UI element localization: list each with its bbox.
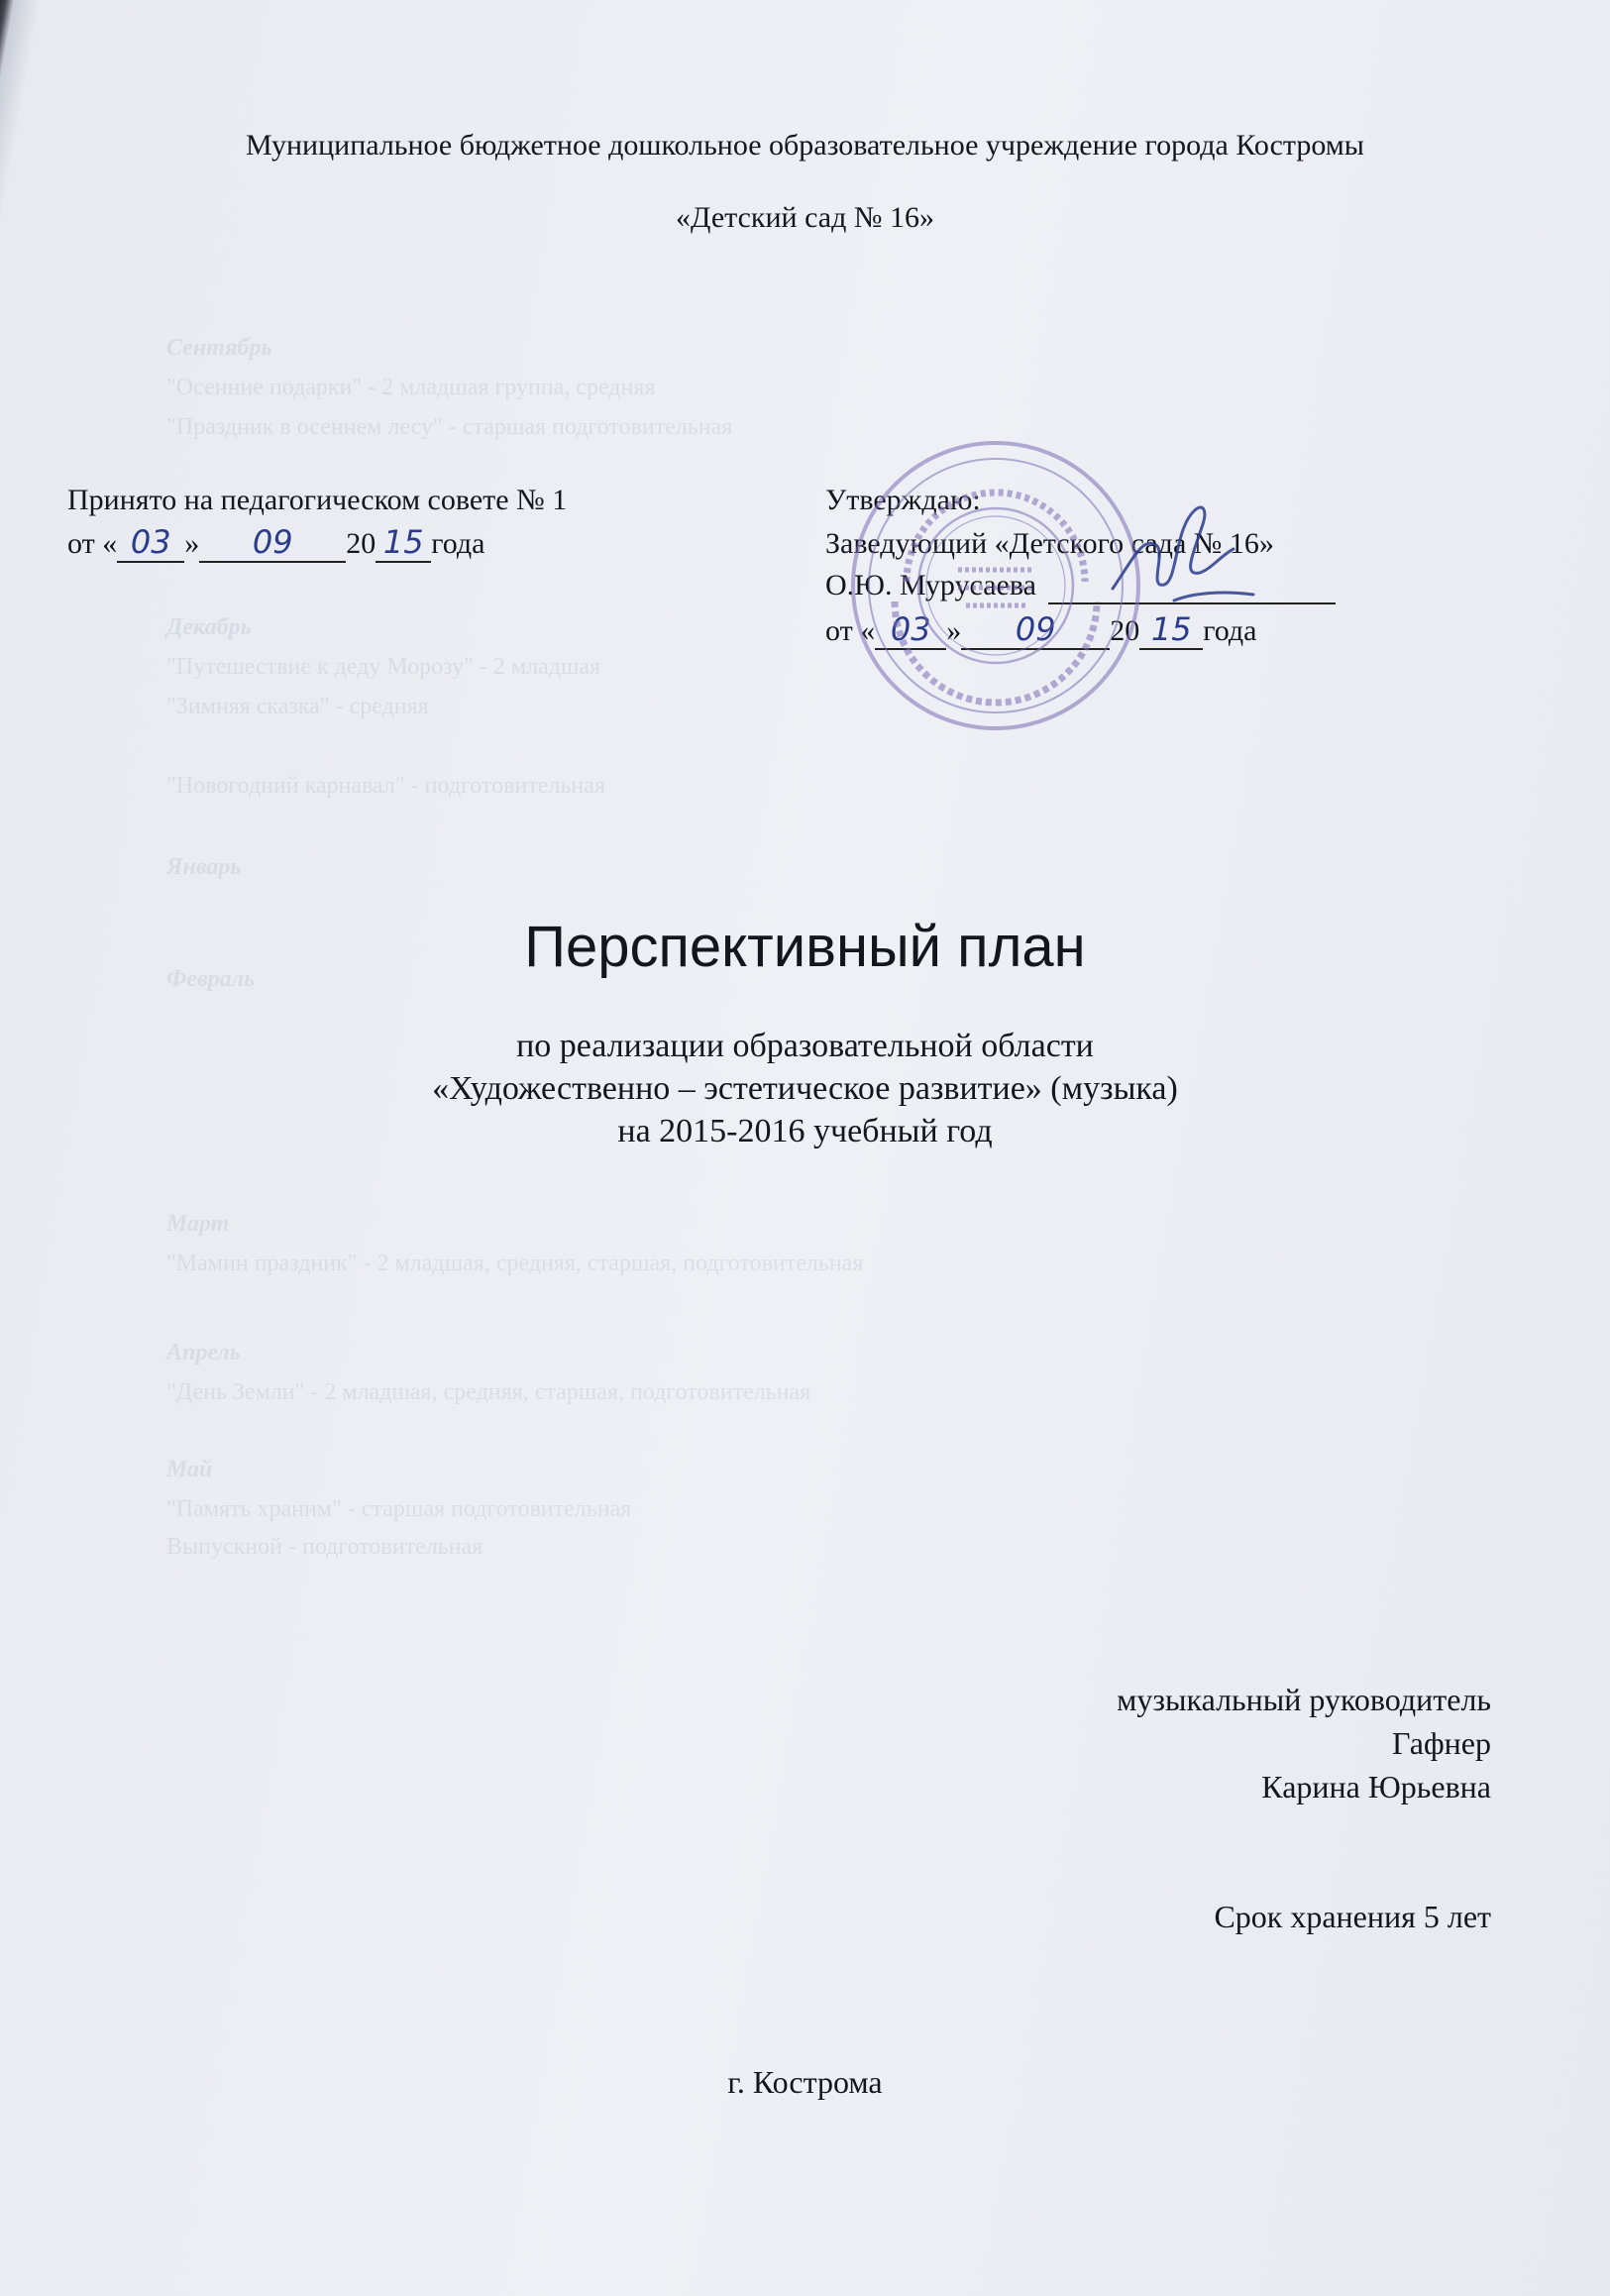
- official-stamp-icon: [847, 433, 1144, 738]
- date-prefix: от «: [67, 527, 118, 560]
- institution-name: Муниципальное бюджетное дошкольное образовательное учреждение города Костромы: [246, 129, 1364, 162]
- document-title: Перспективный план: [524, 915, 1086, 979]
- document-page: Сентябрь "Осенние подарки" - 2 младшая группа, средняя "Праздник в осеннем лесу" - старшая подготовительная Декабрь "Путешествие к деду Морозу" - 2 младшая "Зимняя сказка" - средняя "Новогодний карнавал" - подготовительная Январь Февраль Март "Мамин праздник" - 2 младшая, средняя, старшая, подготовительная Апрель "День Земли" - 2 младшая, средняя, старшая, подготовительная Май "Память храним" - старшая подготовительная Выпускной - подготовительная Муниципальное бюджетное дошкольное образовательное учреждение города Костромы «Детский сад № 16» Принято на педагогическом совете № 1 от « 03 » 09 20 15 года Утверждаю: Заведующий «Детского сада № 16» О.Ю. Мурусаева от « 03 » 09 20 15 года Перспективный план по реализации образовательной области «Художественно – эстетическое развитие» (музыка) на 2015-2016 учебный год музыкальный руководитель Гафнер Карина Юрьевна Срок хранения 5 лет г. Кострома: [0, 0, 1610, 2296]
- accepted-line: Принято на педагогическом совете № 1: [67, 484, 568, 516]
- approved-heading: Утверждаю:: [825, 484, 981, 516]
- accepted-day: 03: [117, 523, 184, 563]
- approved-month: 09: [961, 610, 1110, 650]
- author-role: музыкальный руководитель: [1117, 1682, 1491, 1717]
- approved-name: О.Ю. Мурусаева: [825, 569, 1036, 601]
- date-mid: »: [184, 527, 200, 560]
- signature-icon: [1105, 497, 1263, 616]
- accepted-month: 09: [199, 523, 346, 563]
- approved-position: Заведующий «Детского сада № 16»: [825, 527, 1274, 560]
- year-prefix: 20: [1110, 614, 1140, 647]
- retention-period: Срок хранения 5 лет: [1214, 1899, 1491, 1934]
- year-prefix: 20: [346, 527, 376, 560]
- subtitle-line-2: «Художественно – эстетическое развитие» (музыка): [432, 1070, 1178, 1107]
- subtitle-line-3: на 2015-2016 учебный год: [617, 1113, 993, 1149]
- date-suffix: года: [431, 527, 485, 560]
- author-given-name: Карина Юрьевна: [1261, 1769, 1491, 1804]
- date-prefix: от «: [825, 614, 876, 647]
- accepted-date: [67, 523, 485, 563]
- accepted-year: 15: [376, 523, 431, 563]
- subtitle-line-1: по реализации образовательной области: [516, 1028, 1094, 1064]
- date-mid: »: [946, 614, 962, 647]
- city-name: г. Кострома: [727, 2064, 883, 2100]
- approved-day: 03: [875, 610, 946, 650]
- date-suffix: года: [1203, 614, 1257, 647]
- approved-year: 15: [1139, 610, 1203, 650]
- kindergarten-name: «Детский сад № 16»: [675, 201, 934, 234]
- author-surname: Гафнер: [1392, 1725, 1491, 1761]
